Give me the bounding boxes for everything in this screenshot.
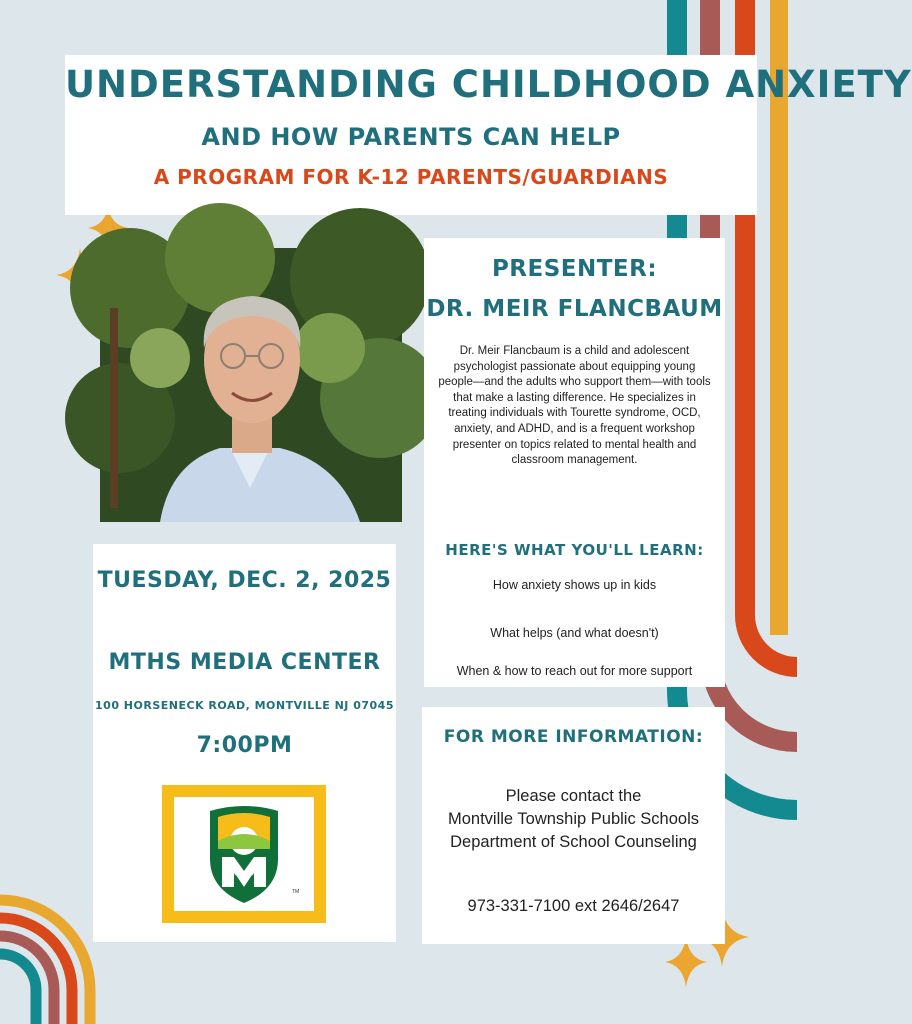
presenter-panel (424, 238, 725, 687)
event-address: 100 HORSENECK ROAD, MONTVILLE NJ 07045 (95, 699, 394, 712)
contact-line: Department of School Counseling (450, 833, 697, 851)
event-time: 7:00PM (196, 733, 293, 758)
event-venue: MTHS MEDIA CENTER (108, 650, 381, 675)
title-banner (65, 55, 912, 215)
learn-item: When & how to reach out for more support (456, 664, 693, 678)
trademark-mark: TM (292, 889, 300, 895)
info-heading: FOR MORE INFORMATION: (443, 727, 704, 747)
contact-line: Please contact the (505, 787, 642, 805)
phone-number: 973-331-7100 ext 2646/2647 (467, 897, 680, 915)
presenter-label: PRESENTER: (491, 256, 658, 282)
learn-item: What helps (and what doesn't) (490, 626, 659, 640)
event-date: TUESDAY, DEC. 2, 2025 (97, 568, 392, 593)
contact-line: Montville Township Public Schools (448, 810, 699, 828)
tagline: A PROGRAM FOR K-12 PARENTS/GUARDIANS (153, 165, 669, 189)
bottom-left-rainbow (0, 900, 90, 1024)
more-info-panel (422, 707, 725, 944)
learn-item: How anxiety shows up in kids (492, 578, 657, 592)
main-title: UNDERSTANDING CHILDHOOD ANXIETY (65, 63, 912, 106)
presenter-bio: Dr. Meir Flancbaum is a child and adolescent psychologist passionate about equipping young people—and the adults who support them—with tools that make a lasting difference. He specializes in treating individuals with Tourette syndrome, OCD, anxiety, and ADHD, and is a frequent workshop presenter on topics related to mental health and classroom management. (438, 345, 711, 467)
presenter-photo (100, 248, 402, 522)
learn-heading: HERE'S WHAT YOU'LL LEARN: (445, 541, 704, 559)
contact-text (422, 785, 725, 854)
school-logo (162, 785, 326, 923)
subtitle: AND HOW PARENTS CAN HELP (201, 123, 621, 151)
event-details-panel (93, 544, 396, 942)
presenter-name: DR. MEIR FLANCBAUM (426, 296, 723, 322)
